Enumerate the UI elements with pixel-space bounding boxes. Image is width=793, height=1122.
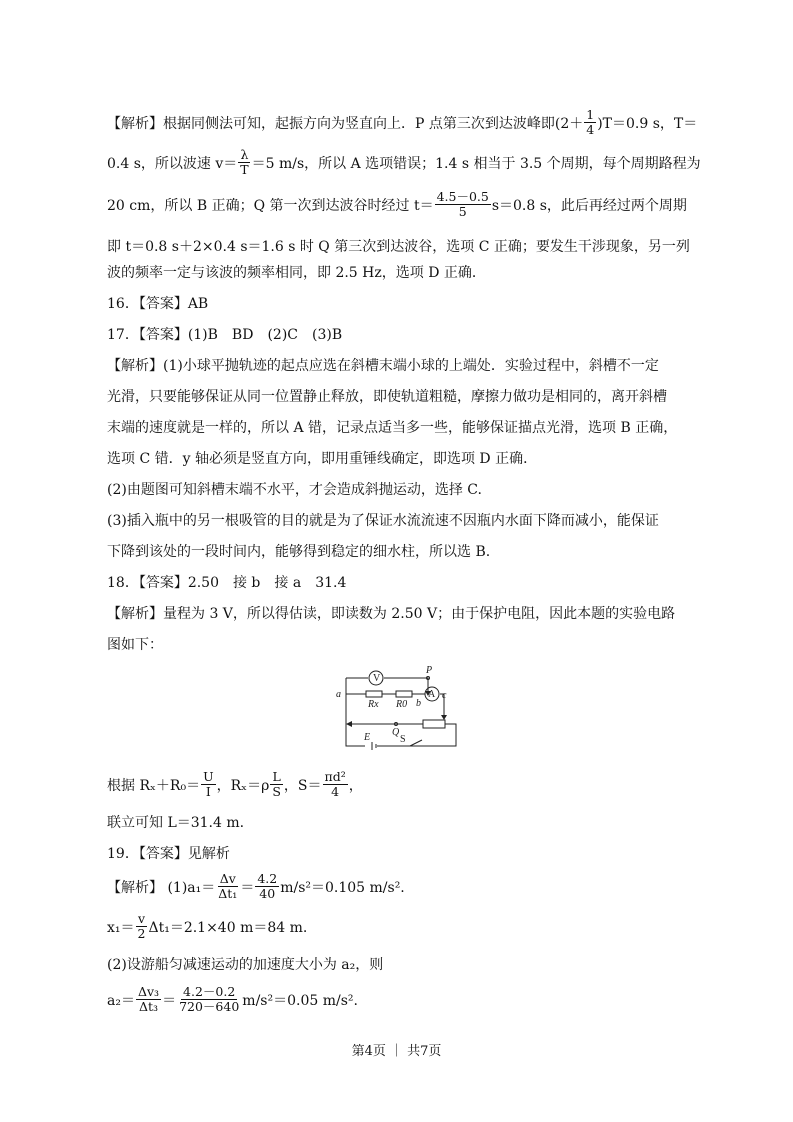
text-run: 17．【答案】(1)B BD (2)C (3)B bbox=[107, 327, 343, 343]
denominator: 40 bbox=[259, 886, 276, 902]
text-line bbox=[107, 541, 490, 561]
text-run: 【解析】(1)小球平抛轨迹的起点应选在斜槽末端小球的上端处．实验过程中，斜槽不一定 bbox=[107, 358, 659, 374]
fraction bbox=[323, 770, 348, 800]
numerator: 1 bbox=[586, 107, 595, 122]
denominator: Δt₃ bbox=[138, 999, 159, 1015]
text-run: 20 cm，所以 B 正确；Q 第一次到达波谷时经过 t＝ bbox=[107, 197, 434, 214]
text-run: ＝ bbox=[240, 879, 255, 896]
text-run: 光滑，只要能够保证从同一位置静止释放，即使轨道粗糙，摩擦力做功是相同的，离开斜槽 bbox=[107, 389, 667, 405]
text-run: (3)插入瓶中的另一根吸管的目的就是为了保证水流流速不因瓶内水面下降而减小，能保证 bbox=[107, 513, 659, 529]
text-line bbox=[107, 634, 163, 654]
text-line bbox=[107, 417, 677, 437]
text-run: 【解析】根据同侧法可知，起振方向为竖直向上．P 点第三次到达波峰即(2＋ bbox=[107, 115, 584, 132]
text-line bbox=[107, 872, 405, 902]
text-line bbox=[107, 912, 307, 942]
text-line bbox=[107, 190, 687, 220]
text-run: ， bbox=[348, 777, 363, 794]
text-line bbox=[107, 812, 244, 832]
page-footer: 第4页 ｜ 共7页 bbox=[351, 1044, 442, 1059]
node-p-label: P bbox=[426, 665, 433, 676]
text-run: 下降到该处的一段时间内，能够得到稳定的细水柱，所以选 B. bbox=[107, 544, 491, 560]
text-run: 19．【答案】见解析 bbox=[107, 846, 230, 862]
text-run: ，Rₓ＝ρ bbox=[216, 777, 270, 794]
fraction bbox=[177, 985, 241, 1015]
text-line bbox=[107, 293, 208, 313]
voltmeter-label: V bbox=[373, 673, 381, 684]
denominator: 4 bbox=[331, 784, 340, 800]
numerator: λ bbox=[240, 147, 249, 162]
text-run: 【解析】量程为 3 V，所以得估读，即读数为 2.50 V；由于保护电阻，因此本题的实验电路 bbox=[107, 606, 676, 622]
text-line bbox=[107, 985, 358, 1015]
text-run: ＝5 m/s，所以 A 选项错误；1.4 s 相当于 3.5 个周期，每个周期路程为 bbox=[251, 155, 701, 172]
text-line bbox=[107, 479, 482, 499]
numerator: 4.2 bbox=[257, 871, 278, 886]
fraction bbox=[201, 770, 216, 800]
text-run: 即 t＝0.8 s＋2×0.4 s＝1.6 s 时 Q 第三次到达波谷，选项 C 正确；要发生干涉现象，另一列 bbox=[107, 239, 690, 255]
text-line bbox=[107, 510, 659, 530]
fraction bbox=[136, 985, 161, 1015]
text-run: m/s²＝0.105 m/s². bbox=[280, 879, 405, 896]
denominator: 5 bbox=[458, 204, 467, 220]
denominator: 720－640 bbox=[179, 999, 240, 1015]
text-run: 末端的速度就是一样的，所以 A 错，记录点适当多一些，能够保证描点光滑，选项 B 正确， bbox=[107, 420, 678, 436]
text-run: 16．【答案】AB bbox=[107, 296, 209, 312]
text-line bbox=[107, 954, 383, 974]
denominator: Δt₁ bbox=[218, 886, 238, 902]
switch-label: S bbox=[400, 734, 406, 745]
text-run: a₂＝ bbox=[107, 992, 135, 1009]
rx-label: Rx bbox=[368, 699, 379, 710]
circuit-diagram bbox=[330, 664, 460, 750]
text-run: 根据 Rₓ＋R₀＝ bbox=[107, 777, 201, 794]
fraction bbox=[584, 108, 596, 138]
text-run: 联立可知 L＝31.4 m. bbox=[107, 815, 245, 831]
denominator: I bbox=[205, 784, 211, 800]
denominator: S bbox=[272, 784, 281, 800]
text-line bbox=[107, 108, 697, 138]
text-line bbox=[107, 843, 230, 863]
numerator: v bbox=[137, 911, 146, 926]
node-c-label: c bbox=[442, 690, 447, 701]
text-run: 图如下： bbox=[107, 637, 163, 653]
text-run: 【解析】 (1)a₁＝ bbox=[107, 879, 216, 896]
text-run: 18．【答案】2.50 接 b 接 a 31.4 bbox=[107, 575, 347, 591]
text-run: m/s²＝0.05 m/s². bbox=[242, 992, 358, 1009]
text-run: 0.4 s，所以波速 v＝ bbox=[107, 155, 238, 172]
fraction bbox=[136, 912, 148, 942]
numerator: U bbox=[203, 769, 214, 784]
denominator: 4 bbox=[586, 122, 595, 138]
text-run: )T＝0.9 s，T＝ bbox=[597, 115, 698, 132]
fraction bbox=[238, 148, 250, 178]
text-line bbox=[107, 572, 346, 592]
text-line bbox=[107, 603, 675, 623]
text-line bbox=[107, 448, 537, 468]
numerator: Δv₃ bbox=[137, 984, 160, 999]
text-line bbox=[107, 262, 486, 282]
denominator: 2 bbox=[137, 926, 146, 942]
node-b-label: b bbox=[416, 698, 421, 709]
text-run: 选项 C 错．y 轴必须是竖直方向，即用重锤线确定，即选项 D 正确． bbox=[107, 451, 538, 467]
text-line bbox=[107, 386, 667, 406]
text-run: Δt₁＝2.1×40 m＝84 m. bbox=[148, 919, 308, 936]
text-run: ＝ bbox=[162, 992, 177, 1009]
battery-label: E bbox=[364, 732, 371, 743]
text-line bbox=[107, 770, 363, 800]
denominator: T bbox=[240, 162, 249, 178]
fraction bbox=[270, 770, 283, 800]
numerator: 4.5－0.5 bbox=[436, 189, 489, 204]
fraction bbox=[435, 190, 491, 220]
text-run: (2)由题图可知斜槽末端不水平，才会造成斜抛运动，选择 C. bbox=[107, 482, 482, 498]
text-run: s＝0.8 s，此后再经过两个周期 bbox=[491, 197, 687, 214]
node-a-label: a bbox=[336, 689, 341, 700]
text-line bbox=[107, 236, 690, 256]
r0-label: R0 bbox=[396, 699, 408, 710]
text-line bbox=[107, 148, 701, 178]
text-line bbox=[107, 355, 659, 375]
text-run: 波的频率一定与该波的频率相同，即 2.5 Hz，选项 D 正确． bbox=[107, 265, 486, 281]
numerator: L bbox=[272, 769, 281, 784]
numerator: 4.2－0.2 bbox=[183, 984, 236, 999]
numerator: πd² bbox=[324, 769, 346, 784]
fraction bbox=[255, 872, 279, 902]
ammeter-label: A bbox=[428, 689, 436, 700]
text-run: (2)设游船匀减速运动的加速度大小为 a₂，则 bbox=[107, 957, 384, 973]
text-run: x₁＝ bbox=[107, 919, 135, 936]
numerator: Δv bbox=[219, 871, 236, 886]
text-run: ，S＝ bbox=[283, 777, 322, 794]
text-line bbox=[107, 324, 342, 344]
fraction bbox=[216, 872, 239, 902]
node-q-label: Q bbox=[392, 727, 400, 738]
